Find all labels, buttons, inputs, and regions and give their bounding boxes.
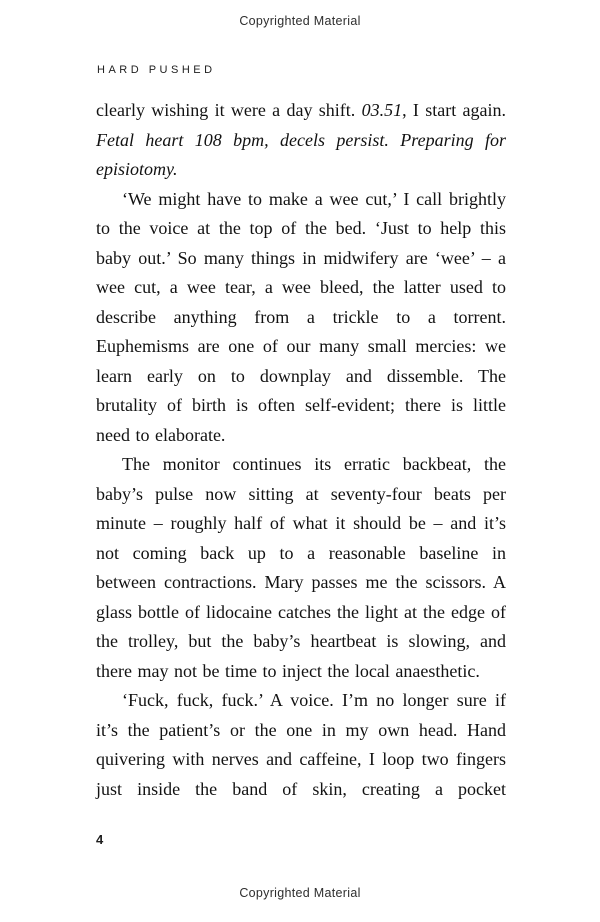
italic-text-segment: 03.51 bbox=[361, 100, 403, 120]
text-segment: ‘We might have to make a wee cut,’ I call brightly to the voice at the top of the bed. ‘Just to help this baby out.’ So many things in midwifery are ‘wee’ – a wee cut, a wee tear, a wee bleed, the latter used to describe anything from a trickle to a torrent. Euphemisms are one of our many small mercies: we learn early on to downplay and dissemble. The brutality of birth is often self-evident; there is little need to elaborate. bbox=[96, 188, 506, 445]
running-header: HARD PUSHED bbox=[97, 64, 216, 76]
copyright-notice-top: Copyrighted Material bbox=[239, 14, 361, 28]
copyright-notice-bottom: Copyrighted Material bbox=[239, 886, 361, 900]
paragraph bbox=[96, 185, 506, 451]
italic-text-segment: Fetal heart 108 bpm, decels persist. Preparing for episiotomy. bbox=[96, 129, 506, 179]
text-segment: The monitor continues its erratic backbeat, the baby’s pulse now sitting at seventy-four beats per minute – roughly half of what it should be – and it’s not coming back up to a reasonable baseline in between contractions. Mary passes me the scissors. A glass bottle of lidocaine catches the light at the edge of the trolley, but the baby’s heartbeat is slowing, and there may not be time to inject the local anaesthetic. bbox=[96, 454, 506, 681]
text-segment: ‘Fuck, fuck, fuck.’ A voice. I’m no longer sure if it’s the patient’s or the one in my own head. Hand quivering with nerves and caffeine, I loop two fingers just inside the band of skin, creating a pocket bbox=[96, 690, 506, 799]
paragraph bbox=[96, 96, 506, 185]
text-segment: clearly wishing it were a day shift. bbox=[96, 100, 362, 120]
paragraph bbox=[96, 686, 506, 804]
body-text bbox=[96, 96, 506, 804]
page-number: 4 bbox=[96, 832, 104, 847]
text-segment: , I start again. bbox=[402, 100, 506, 120]
paragraph bbox=[96, 450, 506, 686]
